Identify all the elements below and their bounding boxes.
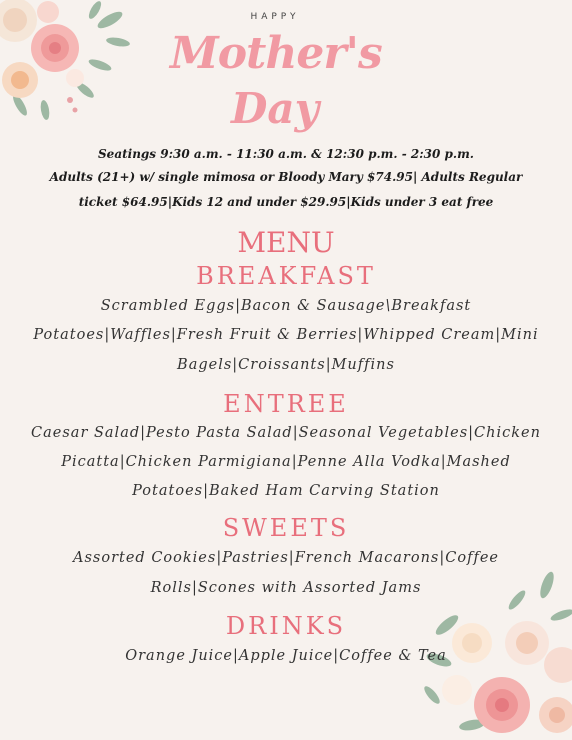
breakfast-line: Bagels|Croissants|Muffins bbox=[177, 357, 395, 373]
breakfast-line: Potatoes|Waffles|Fresh Fruit & Berries|Whipped Cream|Mini bbox=[33, 327, 539, 343]
mothers-script-title: Mother's bbox=[170, 28, 382, 79]
pricing-line-2: ticket $64.95|Kids 12 and under $29.95|Kids under 3 eat free bbox=[78, 195, 494, 209]
entree-line: Picatta|Chicken Parmigiana|Penne Alla Vodka|Mashed bbox=[61, 454, 511, 470]
section-title-drinks: DRINKS bbox=[225, 612, 347, 640]
seatings-line: Seatings 9:30 a.m. - 11:30 a.m. & 12:30 p.m. - 2:30 p.m. bbox=[98, 147, 474, 161]
floral-bouquet-top-left-icon bbox=[0, 0, 140, 130]
day-script-title: Day bbox=[230, 84, 320, 133]
sweets-line: Rolls|Scones with Assorted Jams bbox=[150, 580, 422, 596]
drinks-line: Orange Juice|Apple Juice|Coffee & Tea bbox=[125, 648, 447, 664]
section-title-breakfast: BREAKFAST bbox=[196, 262, 376, 290]
pricing-line-1: Adults (21+) w/ single mimosa or Bloody Mary $74.95| Adults Regular bbox=[49, 170, 523, 184]
section-title-sweets: SWEETS bbox=[222, 514, 350, 542]
entree-line: Caesar Salad|Pesto Pasta Salad|Seasonal Vegetables|Chicken bbox=[31, 425, 541, 441]
section-title-entree: ENTREE bbox=[223, 390, 349, 418]
breakfast-line: Scrambled Eggs|Bacon & Sausage\Breakfast bbox=[100, 298, 472, 314]
menu-title: MENU bbox=[237, 226, 335, 259]
sweets-line: Assorted Cookies|Pastries|French Macarons|Coffee bbox=[73, 550, 499, 566]
entree-line: Potatoes|Baked Ham Carving Station bbox=[132, 483, 440, 499]
happy-label: HAPPY bbox=[250, 12, 300, 22]
mothers-day-logo bbox=[170, 6, 380, 144]
